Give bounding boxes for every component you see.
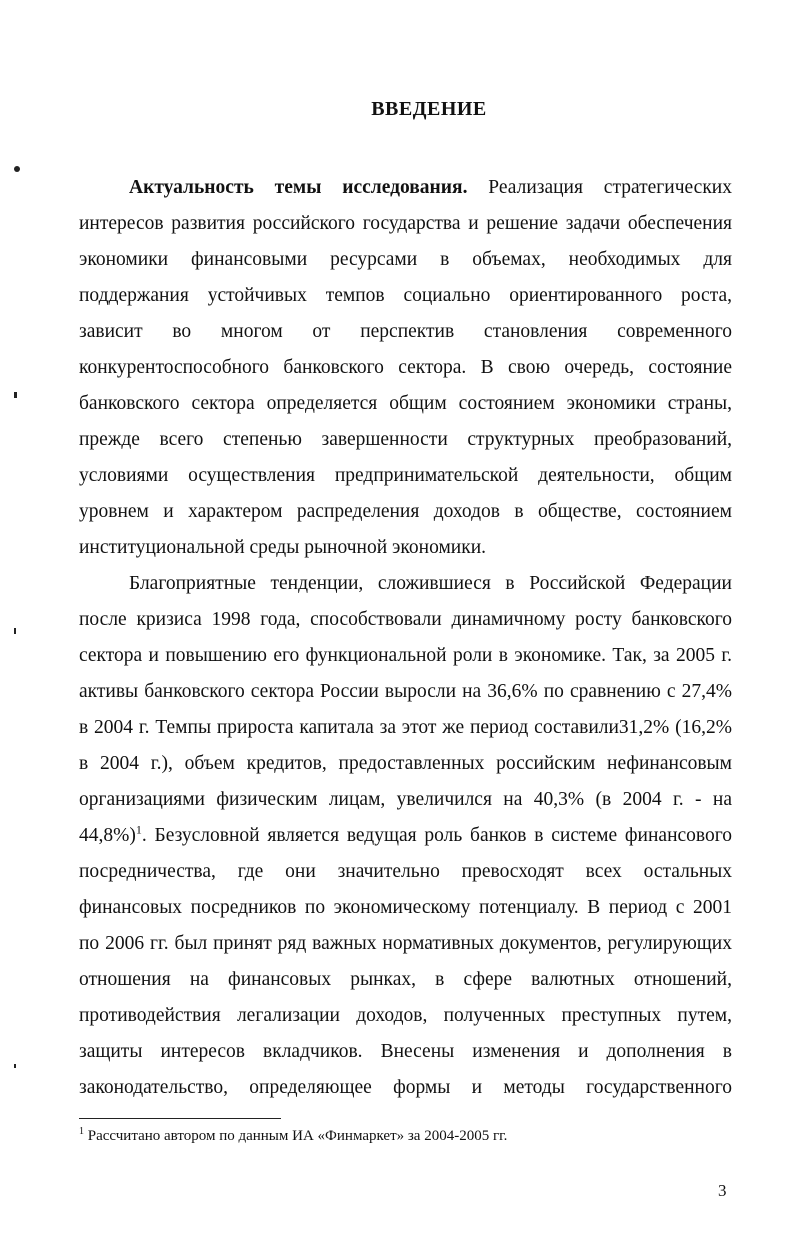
paragraph-line: условиями осуществления предпринимательской деятельности, общим [79,465,732,486]
footnote-marker: 1 [79,1126,84,1137]
paragraph-line: активы банковского сектора России выросли на 36,6% по сравнению с 27,4% [79,681,732,702]
paragraph-line: в 2004 г.), объем кредитов, предоставленных российским нефинансовым [79,753,732,774]
paragraph-line: финансовых посредников по экономическому потенциалу. В период с 2001 [79,897,732,918]
paragraph-line: по 2006 гг. был принят ряд важных нормативных документов, регулирующих [79,933,732,954]
footnote-divider [79,1118,281,1119]
footnote [79,1127,507,1145]
paragraph-line: 44,8%)$^1$. Безусловной является ведущая роль банков в системе финансового [79,822,732,846]
paragraph-line: уровнем и характером распределения доходов в обществе, состоянием [79,501,732,522]
paragraph-line: Актуальность темы исследования. Реализация стратегических [129,177,732,198]
page-title: ВВЕДЕНИЕ [371,98,487,120]
paragraph-line: поддержания устойчивых темпов социально ориентированного роста, [79,285,732,306]
paragraph-line: отношения на финансовых рынках, в сфере валютных отношений, [79,969,732,990]
paragraph-line: посредничества, где они значительно превосходят всех остальных [79,861,732,882]
paragraph-line: организациями физическим лицам, увеличился на 40,3% (в 2004 г. - на [79,789,732,810]
paragraph-line: после кризиса 1998 года, способствовали динамичному росту банковского [79,609,732,630]
paragraph-line: в 2004 г. Темпы прироста капитала за этот же период составили31,2% (16,2% [79,717,732,738]
paragraph-line: защиты интересов вкладчиков. Внесены изменения и дополнения в [79,1041,732,1062]
footnote-reference[interactable]: 1 [135,822,142,837]
paragraph-line: прежде всего степенью завершенности структурных преобразований, [79,429,732,450]
paragraph-line: конкурентоспособного банковского сектора. В свою очередь, состояние [79,357,732,378]
paragraph-line: интересов развития российского государства и решение задачи обеспечения [79,213,732,234]
paragraph-line: законодательство, определяющее формы и методы государственного [79,1077,732,1098]
footnote-text: Рассчитано автором по данным ИА «Финмаркет» за 2004-2005 гг. [84,1128,508,1144]
paragraph-line: институциональной среды рыночной экономики. [79,537,487,558]
scan-mark [14,1064,16,1068]
page-number: 3 [718,1181,727,1200]
scan-mark [14,166,20,172]
scan-mark [14,392,17,398]
body-text [79,170,732,1106]
paragraph-line: противодействия легализации доходов, полученных преступных путем, [79,1005,732,1026]
paragraph-line: Благоприятные тенденции, сложившиеся в Российской Федерации [129,573,732,594]
bold-lead: Актуальность темы исследования. [129,177,468,198]
scan-mark [14,628,16,634]
paragraph-line: зависит во многом от перспектив становления современного [79,321,732,342]
paragraph-line: сектора и повышению его функциональной роли в экономике. Так, за 2005 г. [79,645,732,666]
paragraph-line: банковского сектора определяется общим состоянием экономики страны, [79,393,732,414]
paragraph-line: экономики финансовыми ресурсами в объемах, необходимых для [79,249,732,270]
